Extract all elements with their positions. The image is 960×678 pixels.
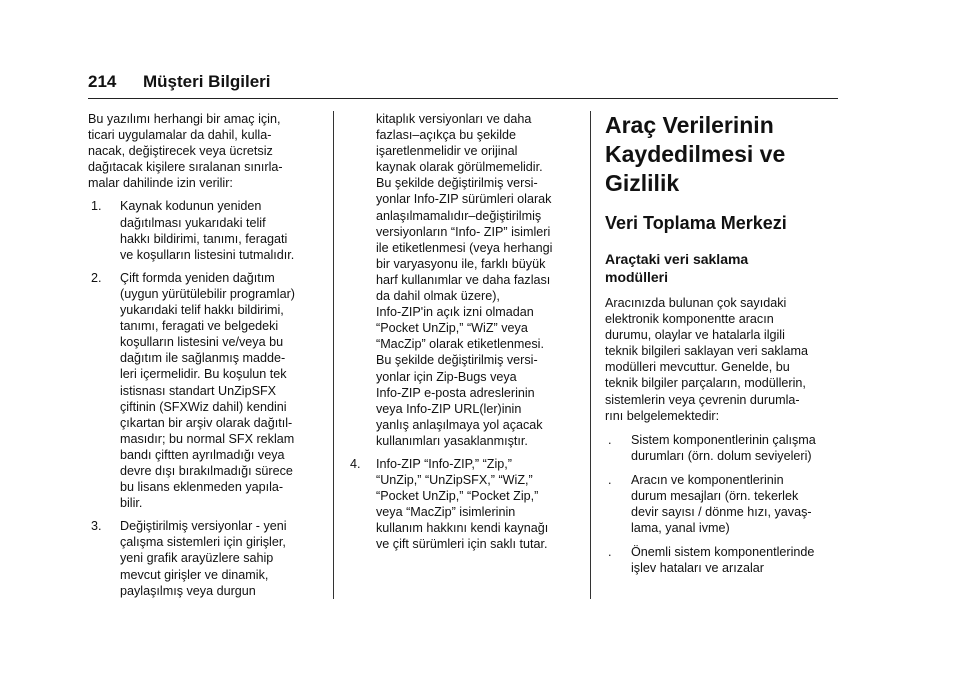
text-line: durumu, olaylar ve hatalarla ilgili [605,328,785,343]
text-line: “MacZip” olarak etiketlenmesi. [376,337,544,352]
text-line: koşulların listesini ve/veya bu [120,335,284,350]
page-number: 214 [88,72,117,91]
bullet-item [605,472,843,536]
text-line: devir sayısı / dönme hızı, yavaş- [631,505,812,520]
section-title: Müşteri Bilgileri [143,72,271,91]
text-line: işlev hataları ve arızalar [631,561,764,576]
list-number: 1. [91,199,102,214]
text-line: durum mesajları (örn. tekerlek [631,489,799,504]
text-line: dağıtılması yukarıdaki telif [120,215,266,230]
text-line: veya “MacZip” isimlerinin [376,505,516,520]
text-line: işaretlenmelidir ve orijinal [376,144,518,159]
text-line: Çift formda yeniden dağıtım [120,270,275,285]
text-line: Info-ZIP'in açık izni olmadan [376,305,534,320]
text-line: nacak, değiştirecek veya ücretsiz [88,144,273,159]
text-line: yonlar için Zip-Bugs veya [376,369,517,384]
body-paragraph [605,295,843,424]
text-line: bandı çiftten ayrılmadığı veya [120,447,285,462]
text-line: sistemlerin veya çevrenin durumla- [605,392,800,407]
text-line: versiyonların “Info- ZIP” isimleri [376,224,551,239]
text-line: Info-ZIP e-posta adreslerinin [376,385,535,400]
main-heading [605,111,843,198]
text-line: bir varyasyonu ile, farklı büyük [376,256,546,271]
text-line: yonlar Info-ZIP sürümleri olarak [376,192,552,207]
column-2 [350,111,588,553]
text-line: hakkı bildirimi, tanımı, feragati [120,231,288,246]
list-item [88,270,324,511]
text-line: Aracın ve komponentlerinin [631,472,784,487]
continued-list-text [350,111,588,449]
list-number: 2. [91,270,102,285]
column-divider [333,111,334,599]
text-line: lama, yanal ivme) [631,521,730,536]
column-1 [88,111,324,599]
text-line: çiftinin (SFXWiz dahil) kendini [120,399,287,414]
text-line: devre dışı bırakılmadığı sürece [120,463,293,478]
text-line: istisnası standart UnZipSFX [120,383,277,398]
list-number: 4. [350,456,361,471]
heading-line: Gizlilik [605,170,680,196]
text-line: kullanım hakkını kendi kaynağı [376,521,549,536]
text-line: yanlış anlaşılmaya yol açacak [376,417,543,432]
text-line: veya Info-ZIP URL(ler)inin [376,401,522,416]
text-line: dağıtım ile sağlanmış madde- [120,351,286,366]
text-line: masıdır; bu normal SFX reklam [120,431,295,446]
text-line: “Pocket UnZip,” “Pocket Zip,” [376,489,539,504]
list-item [88,198,324,262]
text-line: elektronik komponentte aracın [605,312,774,327]
text-line: Aracınızda bulunan çok sayıdaki [605,296,787,310]
text-line: “Pocket UnZip,” “WiZ” veya [376,321,528,336]
text-line: dağıtacak kişilere sıralanan sınırla- [88,160,283,175]
text-line: teknik bilgileri saklayan veri saklama [605,344,808,359]
text-line: kitaplık versiyonları ve daha [376,112,532,126]
text-line: harf kullanımlar ve daha fazlası [376,272,551,287]
text-line: leri içermelidir. Bu koşulun tek [120,367,287,382]
text-line: Kaynak kodunun yeniden [120,199,262,214]
text-line: paylaşılmış veya durgun [120,583,256,598]
bullet-item [605,544,843,576]
bullet-item [605,432,843,464]
text-line: Bu yazılımı herhangi bir amaç için, [88,112,281,126]
sub-heading: Veri Toplama Merkezi [605,213,787,233]
heading-line: Kaydedilmesi ve [605,141,786,167]
text-line: durumları (örn. dolum seviyeleri) [631,448,812,463]
text-line: mevcut girişler ve dinamik, [120,567,269,582]
list-number: 3. [91,519,102,534]
text-line: (uygun yürütülebilir programlar) [120,286,295,301]
bullet-mark: . [608,545,612,560]
text-line: rını belgelemektedir: [605,408,720,423]
text-line: tanımı, feragati ve belgedeki [120,319,279,334]
text-line: Değiştirilmiş versiyonlar - yeni [120,519,287,534]
text-line: çıkartan bir arşiv olarak dağıtıl- [120,415,293,430]
text-line: kaynak olarak görülmemelidir. [376,160,543,175]
heading-line: Araçtaki veri saklama [605,251,749,267]
heading-line: modülleri [605,269,669,285]
column-divider [590,111,591,599]
text-line: anlaşılmamalıdır–değiştirilmiş [376,208,542,223]
text-line: da dahil olmak üzere), [376,289,500,304]
bullet-mark: . [608,472,612,487]
text-line: Info-ZIP “Info-ZIP,” “Zip,” [376,456,512,471]
text-line: teknik bilgiler parçaların, modüllerin, [605,376,806,391]
list-item [88,518,324,598]
text-line: ve çift sürümleri için saklı tutar. [376,537,548,552]
intro-paragraph [88,111,324,191]
text-line: çalışma sistemleri için girişler, [120,535,286,550]
text-line: yukarıdaki telif hakkı bildirimi, [120,303,284,318]
text-line: Önemli sistem komponentlerinde [631,545,815,560]
text-line: bu lisans eklenmeden yapıla- [120,480,284,495]
text-line: ile etiketlenmesi (veya herhangi [376,240,553,255]
list-item [350,456,588,553]
heading-line: Araç Verilerinin [605,112,774,138]
text-line: Bu şekilde değiştirilmiş versi- [376,353,538,368]
text-line: modülleri mevcuttur. Genelde, bu [605,360,790,375]
bullet-mark: . [608,432,612,447]
text-line: Bu şekilde değiştirilmiş versi- [376,176,538,191]
text-line: “UnZip,” “UnZipSFX,” “WiZ,” [376,473,533,488]
text-line: yeni grafik arayüzlere sahip [120,551,274,566]
minor-heading [605,250,843,286]
page-header [88,70,838,99]
text-line: bilir. [120,496,143,511]
column-3 [605,111,843,577]
text-line: kullanımları yasaklanmıştır. [376,433,528,448]
text-line: malar dahilinde izin verilir: [88,176,233,191]
text-line: ticari uygulamalar da dahil, kulla- [88,128,272,143]
text-line: ve koşulların listesini tutmalıdır. [120,247,295,262]
text-line: Sistem komponentlerinin çalışma [631,432,816,447]
text-line: fazlası–açıkça bu şekilde [376,128,517,143]
